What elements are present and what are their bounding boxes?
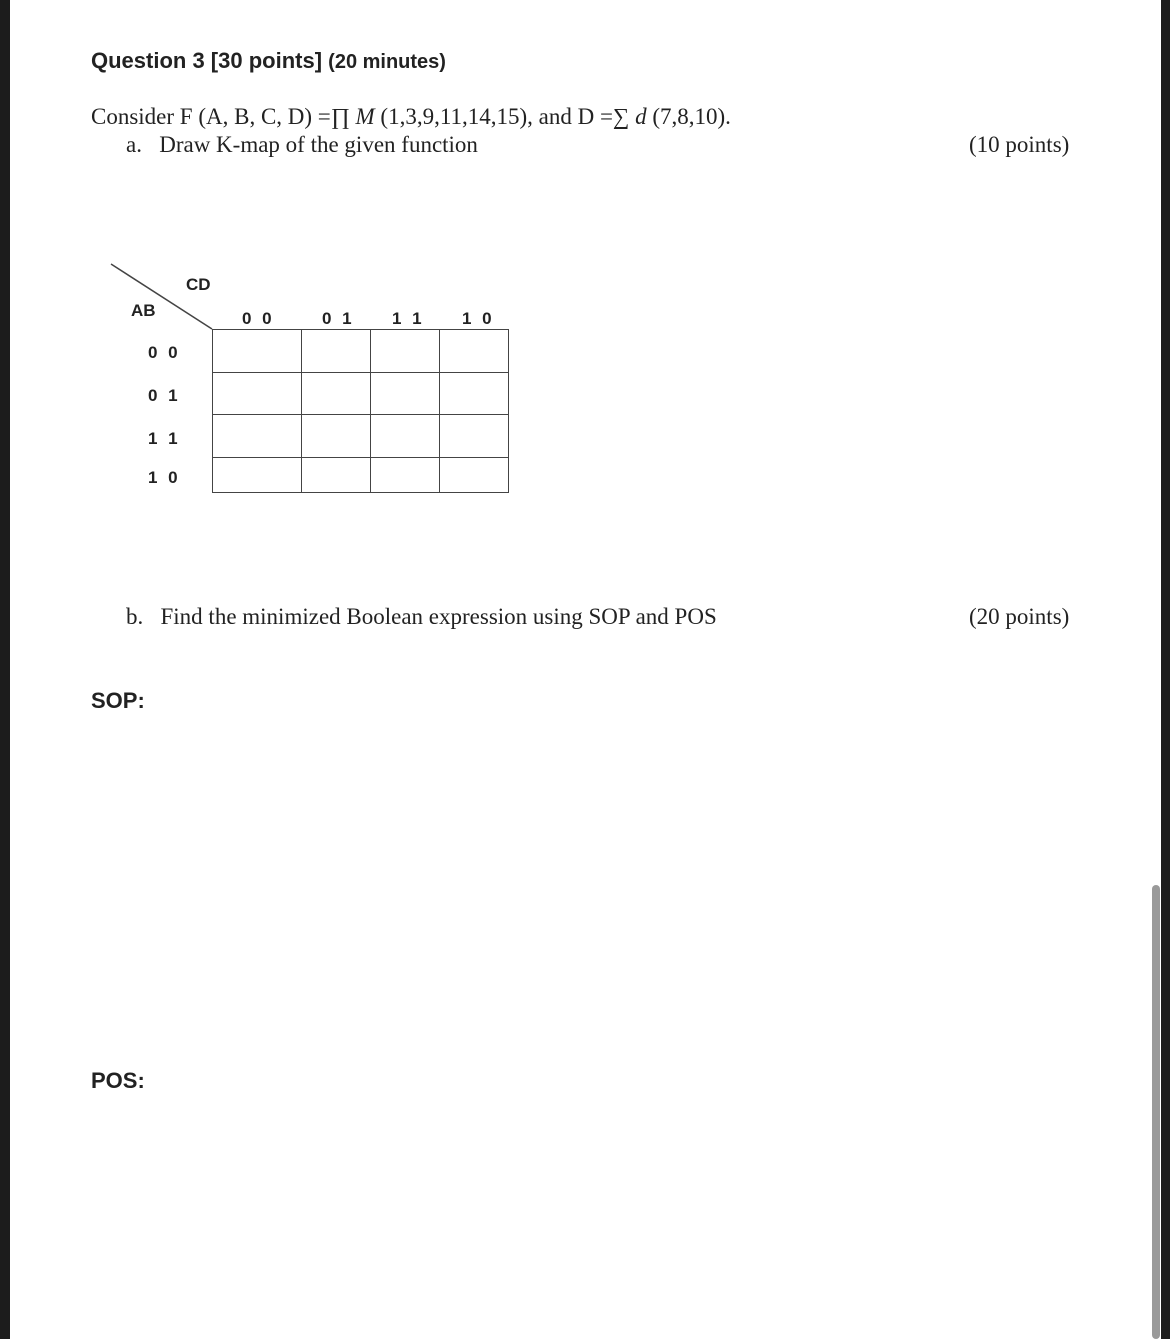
question-duration: (20 minutes)	[328, 51, 446, 73]
kmap-cell[interactable]	[440, 330, 509, 373]
kmap-grid	[212, 329, 509, 493]
vertical-scrollbar[interactable]	[1152, 885, 1160, 1339]
maxterm-symbol: M	[355, 104, 375, 129]
part-b-points: (20 points)	[969, 604, 1070, 629]
kmap-col-label: 0 1	[322, 309, 355, 328]
kmap-cell[interactable]	[302, 458, 371, 493]
kmap-row-label: 0 0	[148, 343, 181, 362]
kmap-col-label: 1 1	[392, 309, 425, 328]
problem-statement	[91, 104, 731, 130]
dontcare-symbol: d	[635, 104, 647, 129]
kmap-row-label: 0 1	[148, 386, 181, 405]
kmap-cell[interactable]	[440, 458, 509, 493]
part-a	[126, 132, 478, 158]
product-symbol: ∏	[330, 104, 350, 129]
kmap-column-variable: CD	[186, 275, 211, 294]
sum-symbol: ∑	[612, 104, 630, 129]
part-b-text: Find the minimized Boolean expression using SOP and POS	[160, 604, 717, 629]
part-b	[126, 604, 717, 630]
kmap-row-label: 1 0	[148, 468, 181, 487]
kmap-cell[interactable]	[440, 415, 509, 458]
kmap-cell[interactable]	[302, 415, 371, 458]
kmap-corner-diagonal	[108, 262, 218, 332]
kmap-cell[interactable]	[440, 373, 509, 415]
kmap-row-variable: AB	[131, 301, 156, 320]
kmap-col-label: 0 0	[242, 309, 275, 328]
sop-answer-label: SOP:	[91, 688, 145, 713]
left-window-edge	[0, 0, 10, 1339]
part-a-label: a.	[126, 132, 142, 157]
question-title	[91, 48, 446, 74]
part-a-text: Draw K-map of the given function	[159, 132, 478, 157]
kmap-row-label: 1 1	[148, 429, 181, 448]
part-a-points: (10 points)	[969, 132, 1070, 157]
kmap-cell[interactable]	[371, 458, 440, 493]
kmap-cell[interactable]	[213, 415, 302, 458]
kmap-cell[interactable]	[213, 330, 302, 373]
right-window-edge	[1161, 0, 1170, 1339]
kmap-cell[interactable]	[371, 415, 440, 458]
question-title-text: Question 3 [30 points]	[91, 48, 323, 73]
kmap-cell[interactable]	[371, 330, 440, 373]
kmap-cell[interactable]	[213, 458, 302, 493]
pos-answer-label: POS:	[91, 1068, 145, 1093]
kmap-cell[interactable]	[302, 373, 371, 415]
statement-prefix: Consider F (A, B, C, D) =	[91, 104, 331, 129]
dontcare-list: (7,8,10).	[652, 104, 731, 129]
kmap-cell[interactable]	[302, 330, 371, 373]
maxterm-list: (1,3,9,11,14,15), and D =	[380, 104, 613, 129]
part-b-label: b.	[126, 604, 144, 629]
kmap-cell[interactable]	[213, 373, 302, 415]
kmap-col-label: 1 0	[462, 309, 495, 328]
kmap-cell[interactable]	[371, 373, 440, 415]
